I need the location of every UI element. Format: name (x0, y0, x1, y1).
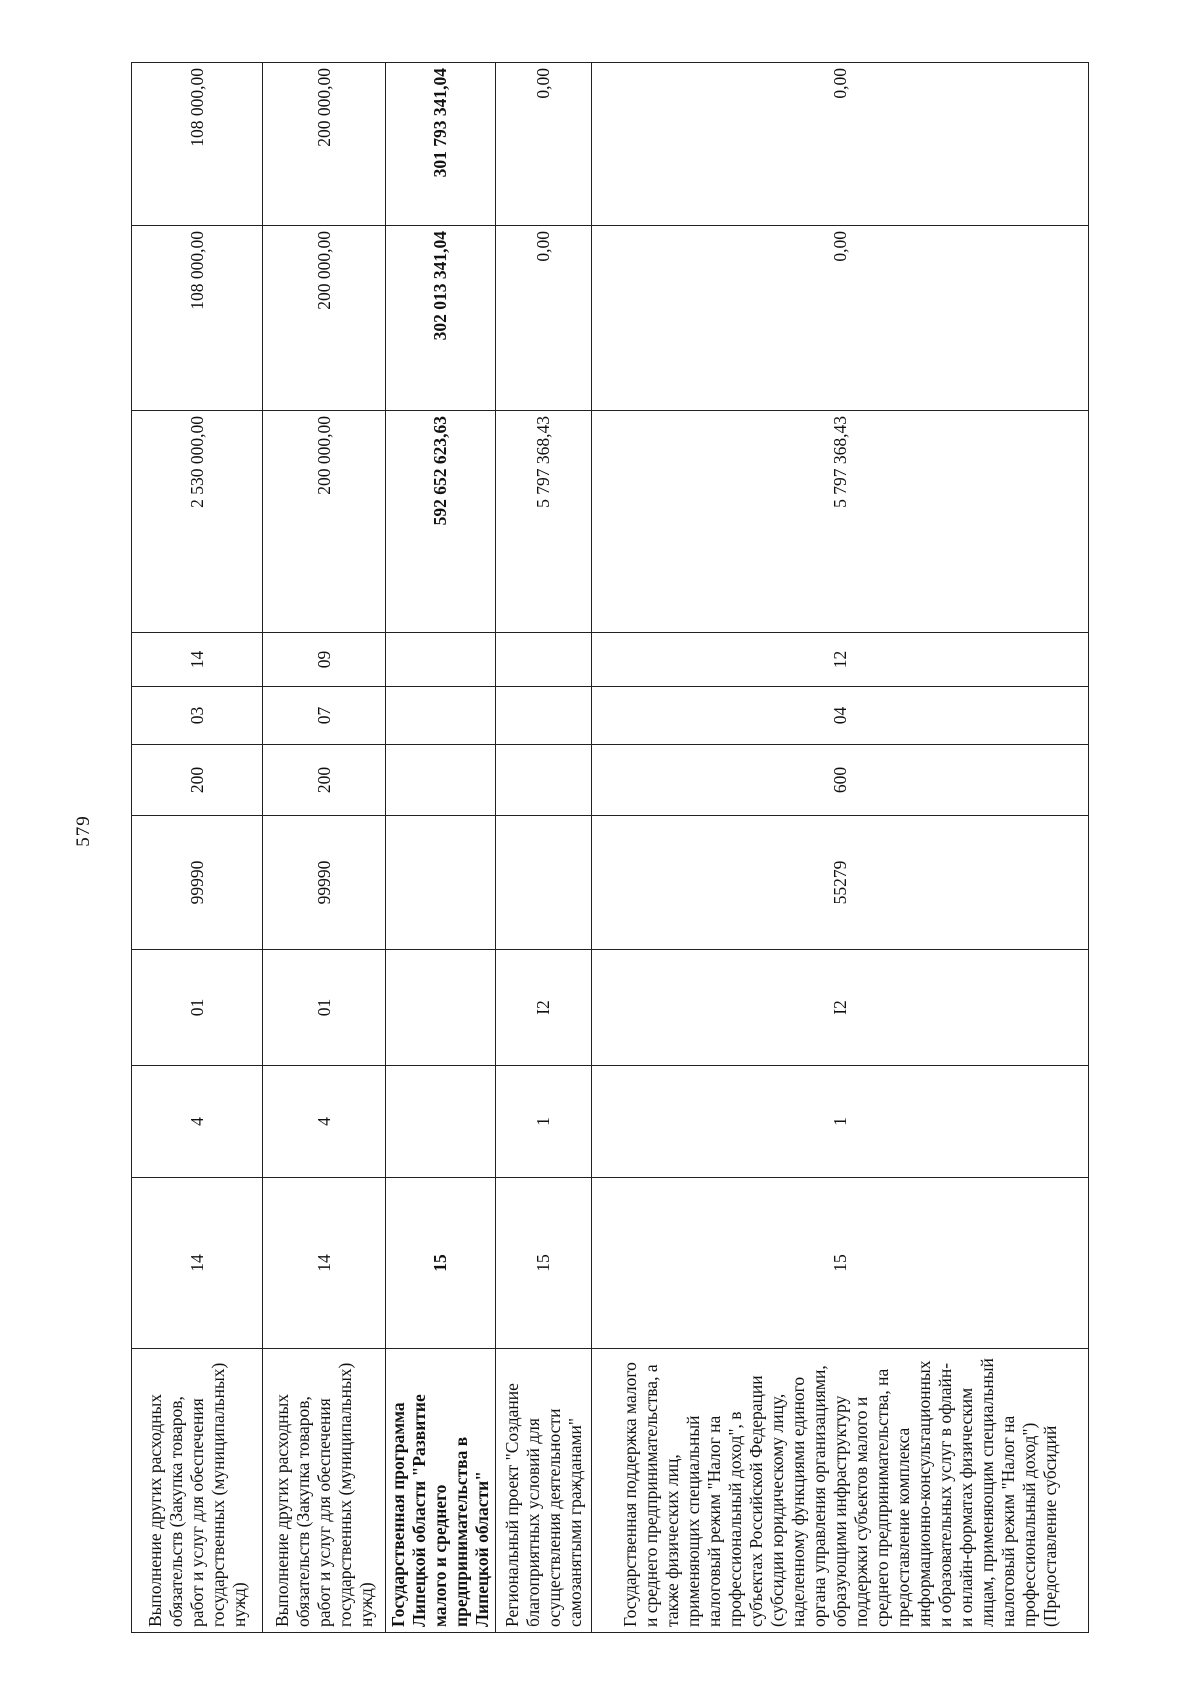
subprogram-code: 1 (592, 1066, 1089, 1178)
program-code: 14 (263, 1178, 386, 1349)
program-code: 15 (386, 1178, 496, 1349)
subprogram-code (386, 1066, 496, 1178)
table-row (496, 63, 592, 1633)
row-description: Выполнение других расходных обязательств (Закупка товаров, работ и услуг для обеспечения государственных (муниципальных) нужд) (132, 1349, 263, 1633)
amount-year-2: 302 013 341,04 (386, 226, 496, 411)
expense-type-code: 200 (263, 745, 386, 816)
row-description: Государственная программа Липецкой области "Развитие малого и среднего предпринимательства в Липецкой области" (386, 1349, 496, 1633)
amount-year-1: 592 652 623,63 (386, 411, 496, 633)
amount-year-1: 5 797 368,43 (496, 411, 592, 633)
page-number: 579 (72, 815, 94, 847)
expense-type-code (386, 745, 496, 816)
amount-year-3: 108 000,00 (132, 63, 263, 226)
row-description: Выполнение других расходных обязательств (Закупка товаров, работ и услуг для обеспечения государственных (муниципальных) нужд) (263, 1349, 386, 1633)
subprogram-code: 4 (263, 1066, 386, 1178)
subprogram-code: 1 (496, 1066, 592, 1178)
row-description: Государственная поддержка малого и среднего предпринимательства, а также физических лиц, применяющих специальный налоговый режим "Налог на профессиональный доход", в субъектах Российской Федерации (субсидии юридическому лицу, наделенному функциями единого органа управления организациями, образующими инфраструктуру поддержки субъектов малого и среднего предпринимательства, на предоставление комплекса информационно-консультационных и образовательных услуг в офлайн- и онлайн-форматах физическим лицам, применяющим специальный налоговый режим "Налог на профессиональный доход") (Предоставление субсидий (592, 1349, 1089, 1633)
amount-year-2: 200 000,00 (263, 226, 386, 411)
amount-year-2: 0,00 (496, 226, 592, 411)
target-code (386, 816, 496, 950)
row-description: Региональный проект "Создание благоприятных условий для осуществления деятельности самозанятыми гражданами" (496, 1349, 592, 1633)
program-code: 15 (496, 1178, 592, 1349)
target-code: 99990 (263, 816, 386, 950)
target-code: 55279 (592, 816, 1089, 950)
expense-type-code: 600 (592, 745, 1089, 816)
target-code: 99990 (132, 816, 263, 950)
section-code (496, 687, 592, 745)
amount-year-1: 5 797 368,43 (592, 411, 1089, 633)
amount-year-2: 108 000,00 (132, 226, 263, 411)
expense-type-code (496, 745, 592, 816)
target-main-code: 01 (263, 950, 386, 1066)
program-code: 15 (592, 1178, 1089, 1349)
target-main-code: I2 (496, 950, 592, 1066)
subsection-code: 12 (592, 633, 1089, 687)
target-main-code (386, 950, 496, 1066)
budget-table (131, 62, 1089, 1633)
subsection-code (496, 633, 592, 687)
amount-year-1: 2 530 000,00 (132, 411, 263, 633)
table-row (386, 63, 496, 1633)
subsection-code: 09 (263, 633, 386, 687)
expense-type-code: 200 (132, 745, 263, 816)
amount-year-3: 0,00 (496, 63, 592, 226)
target-code (496, 816, 592, 950)
amount-year-3: 301 793 341,04 (386, 63, 496, 226)
table-row (263, 63, 386, 1633)
program-code: 14 (132, 1178, 263, 1349)
budget-table-rotated (131, 63, 1075, 1633)
amount-year-2: 0,00 (592, 226, 1089, 411)
target-main-code: I2 (592, 950, 1089, 1066)
table-row (592, 63, 1089, 1633)
table-row (132, 63, 263, 1633)
amount-year-3: 200 000,00 (263, 63, 386, 226)
section-code: 07 (263, 687, 386, 745)
subprogram-code: 4 (132, 1066, 263, 1178)
section-code: 04 (592, 687, 1089, 745)
subsection-code (386, 633, 496, 687)
target-main-code: 01 (132, 950, 263, 1066)
subsection-code: 14 (132, 633, 263, 687)
amount-year-1: 200 000,00 (263, 411, 386, 633)
section-code: 03 (132, 687, 263, 745)
section-code (386, 687, 496, 745)
amount-year-3: 0,00 (592, 63, 1089, 226)
